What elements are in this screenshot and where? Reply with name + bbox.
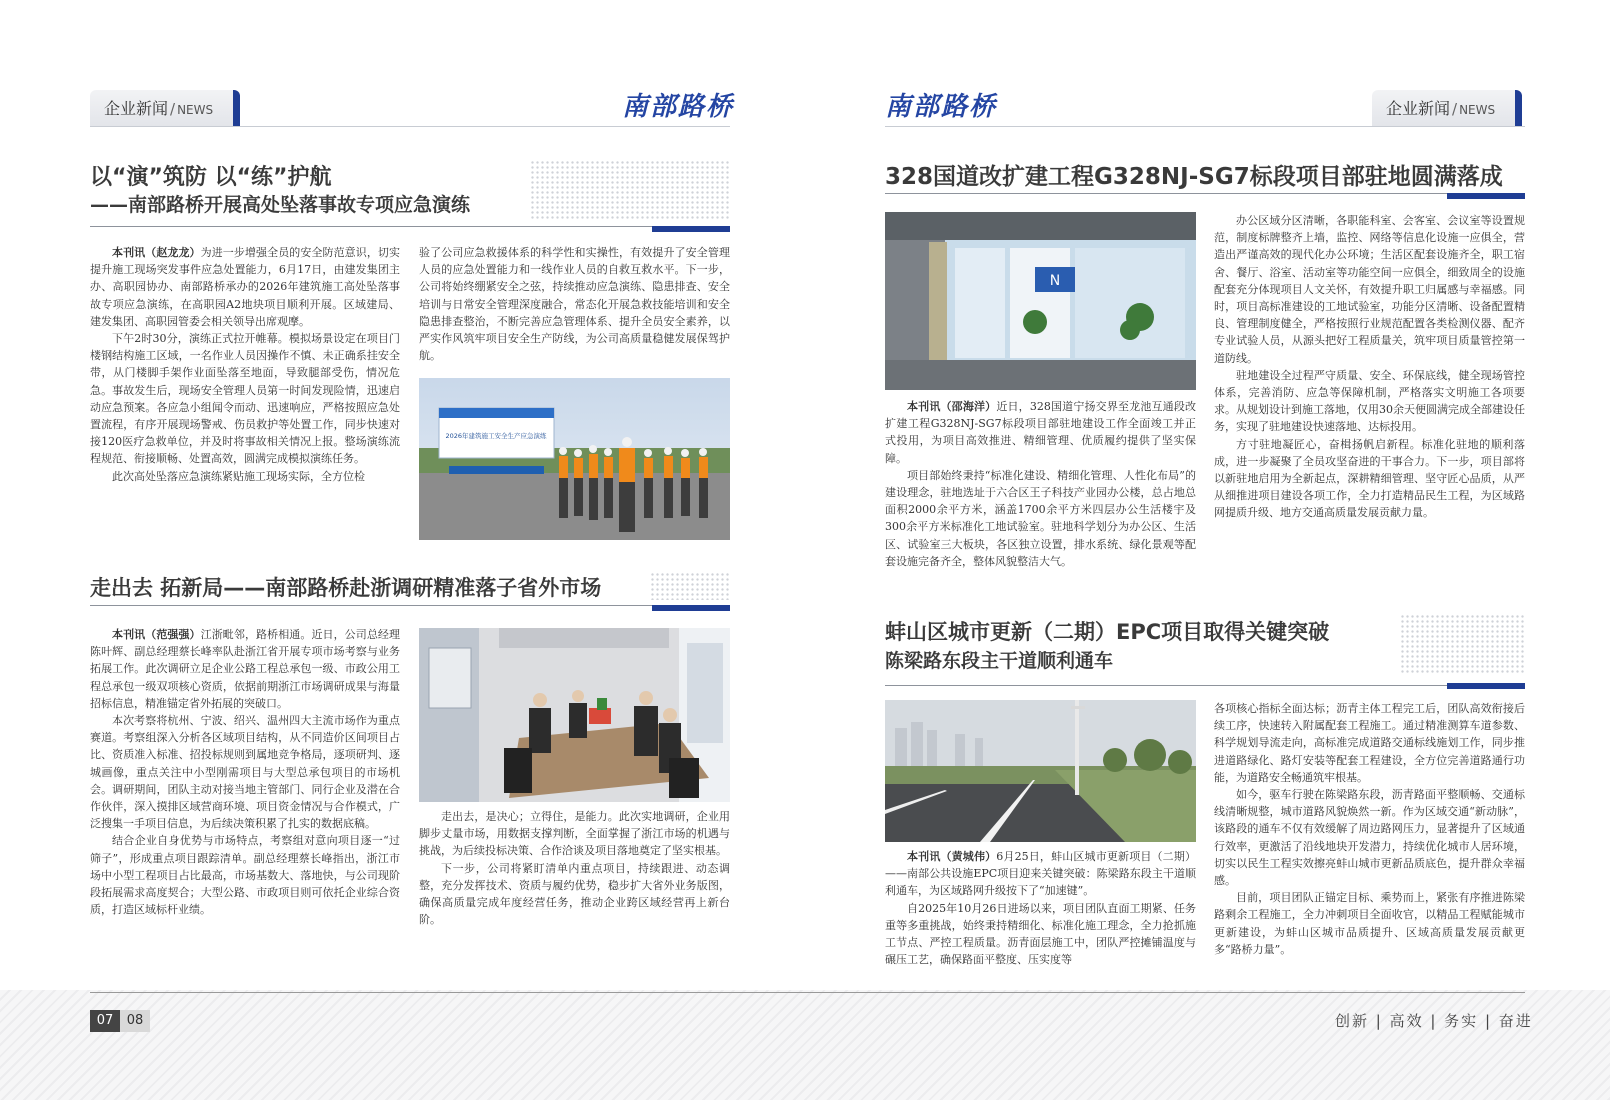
article1-para: 此次高处坠落应急演练紧贴施工现场实际，全方位检: [112, 469, 365, 483]
article4-title: 蚌山区城市更新（二期）EPC项目取得关键突破: [885, 620, 1330, 644]
header-rule-left: [90, 126, 730, 127]
photo-banner-text: 2026年建筑施工安全生产应急演练: [445, 432, 547, 440]
article4-col1: [885, 848, 1196, 967]
header-rule-right: [885, 126, 1525, 127]
article1-col2: [419, 244, 730, 380]
article3-col2: [1214, 212, 1525, 604]
article2-para: 江浙毗邻，路桥相通。近日，公司总经理陈叶辉、副总经理蔡长峰率队赴浙江省开展专项市场考察与业务拓展工作。此次调研立足企业公路工程总承包一级、市政公用工程总承包一级双项核心资质，依据前期浙江市场调研成果与海量招标信息，精准锚定省外拓展的突破口。: [90, 628, 400, 710]
article2-lead: 本刊讯（范强强）: [112, 628, 201, 641]
tab-accent-bar: [233, 90, 240, 126]
article3-photo: [885, 212, 1196, 390]
article3-title: 328国道改扩建工程G328NJ-SG7标段项目部驻地圆满落成: [885, 164, 1503, 190]
article4-para: 自2025年10月26日进场以来，项目团队直面工期紧、任务重等多重挑战，始终秉持精细化、标准化施工理念，全力抢抓施工节点、严控工程质量。沥青面层施工中，团队严控摊铺温度与碾压工艺，确保路面平整度、压实度等: [885, 901, 1196, 967]
page-number-right: 08: [120, 1010, 150, 1032]
article2-para: 本次考察将杭州、宁波、绍兴、温州四大主流市场作为重点赛道。考察组深入分析各区域项目结构，从不同造价区间项目占比、资质准入标准、招投标规则到属地竞争格局，逐项研判、逐城画像，重点关注中小型刚需项目与大型总承包项目的市场机会。调研期间，团队主动对接当地主管部门、同行企业及潜在合作伙伴，深入摸排区域营商环境、项目资金情况与合作模式，广泛搜集一手项目信息，为后续决策积累了扎实的数据底稿。: [90, 714, 400, 831]
article1-para: 验了公司应急救援体系的科学性和实操性，有效提升了安全管理人员的应急处置能力和一线作业人员的自救互救水平。下一步，公司将始终绷紧安全之弦，持续推动应急演练、隐患排查、安全培训与日常安全管理深度融合，常态化开展急救技能培训和安全隐患排查整治，不断完善应急管理体系、提升全员安全素养，以严实作风筑牢项目安全生产防线，为公司高质量稳健发展保驾护航。: [419, 246, 730, 363]
article4-para: 如今，驱车行驶在陈梁路东段，沥青路面平整顺畅、交通标线清晰规整，城市道路风貌焕然一新。作为区域交通“新动脉”，该路段的通车不仅有效缓解了周边路网压力，显著提升了区域通行效率，更激活了沿线地块开发潜力，持续优化城市人居环境，切实以民生工程实效擦亮蚌山城市更新品质底色，提升群众幸福感。: [1214, 788, 1525, 888]
section-tab-label: 企业新闻: [104, 99, 169, 118]
dot-pattern: [1400, 614, 1525, 674]
section-tab-left: [90, 90, 240, 126]
article2-title: 走出去 拓新局——南部路桥赴浙调研精准落子省外市场: [90, 576, 602, 600]
article2-para: 下一步，公司将紧盯清单内重点项目，持续跟进、动态调整，充分发挥技术、资质与履约优势，稳步扩大省外业务版图，确保高质量完成年度经营任务，推动企业跨区域经营再上新台阶。: [419, 861, 730, 927]
page-number-left: 07: [90, 1010, 120, 1032]
section-tab-right: [1372, 90, 1522, 126]
article3-para: 近日，328国道宁扬交界至龙池互通段改扩建工程G328NJ-SG7标段项目部驻地建设工作全面竣工并正式投用，为项目高效推进、精细管理、优质履约提供了坚实保障。: [885, 400, 1197, 465]
article4-para: 各项核心指标全面达标；沥青主体工程完工后，团队高效衔接后续工序，快速转入附属配套工程施工。通过精准测算车道参数、科学规划导流走向，高标准完成道路交通标线施划工作，同步推进道路绿化、路灯安装等配套工程建设，全方位完善道路通行功能，为道路安全畅通筑牢根基。: [1214, 702, 1525, 784]
article1-subtitle: ——南部路桥开展高处坠落事故专项应急演练: [90, 194, 471, 216]
section-tab-slash: /: [170, 100, 176, 118]
article4-photo: [885, 700, 1196, 842]
article2-col1: [90, 626, 400, 932]
article3-para: 驻地建设全过程严守质量、安全、环保底线，健全现场管控体系，完善消防、应急等保障机制，严格落实文明施工各项要求。从规划设计到施工落地，仅用30余天便圆满完成全部建设任务，实现了驻地建设快速落地、达标投用。: [1214, 368, 1525, 434]
footer-rule: [90, 992, 1525, 993]
article2-para: 走出去，是决心；立得住，是能力。此次实地调研，企业用脚步丈量市场，用数据支撑判断，全面掌握了浙江市场的机遇与挑战，为后续投标决策、合作洽谈及项目落地奠定了坚实根基。: [419, 810, 730, 858]
article3-para: 办公区域分区清晰，各职能科室、会客室、会议室等设置规范，制度标牌整齐上墙，监控、网络等信息化设施一应俱全，营造出严谨高效的现代化办公环境；生活区配套设施齐全，职工宿舍、餐厅、浴室、活动室等功能空间一应俱全，细致周全的设施配套充分体现项目人文关怀，有效提升职工归属感与幸福感。同时，项目高标准建设的工地试验室，功能分区清晰、设备配置精良、管理制度健全，严格按照行业规范配置各类检测仪器、配齐专业试验人员，从源头把好工程质量关，筑牢项目质量管控第一道防线。: [1214, 214, 1525, 365]
article4-col2: [1214, 700, 1525, 958]
article2-para: 结合企业自身优势与市场特点，考察组对意向项目逐一“过筛子”，形成重点项目跟踪清单。副总经理蔡长峰指出，浙江市场中小型工程项目占比最高，市场基数大、落地快，与公司现阶段拓展需求高度契合；大型公路、市政项目则可依托企业综合资质，打造区域标杆业绩。: [90, 834, 400, 917]
article1-title: 以“演”筑防 以“练”护航: [90, 165, 332, 190]
tab-accent-bar: [1515, 90, 1522, 126]
section-tab-label: 企业新闻: [1386, 99, 1451, 118]
article1-col1: [90, 244, 400, 544]
article3-accent: [1447, 193, 1525, 199]
section-tab-en: NEWS: [177, 103, 214, 117]
article2-col2: [419, 808, 730, 932]
article4-para: 6月25日，蚌山区城市更新项目（二期）——南部公共设施EPC项目迎来关键突破：陈梁路东段主干道顺利通车，为区域路网升级按下了“加速键”。: [885, 850, 1196, 898]
article2-accent: [652, 605, 730, 611]
section-tab-en: NEWS: [1459, 103, 1496, 117]
article3-rule: [885, 193, 1525, 194]
article1-rule: [90, 226, 730, 227]
article4-accent: [1447, 683, 1525, 689]
article3-col1: [885, 398, 1196, 606]
article1-lead: 本刊讯（赵龙龙）: [112, 246, 201, 259]
article4-para: 目前，项目团队正锚定目标、乘势而上，紧张有序推进陈梁路剩余工程施工，全力冲刺项目全面收官，以精品工程赋能城市更新建设，为蚌山区城市品质提升、区域高质量发展贡献更多“路桥力量”。: [1214, 891, 1525, 956]
dot-pattern: [530, 160, 730, 220]
article1-para: 为进一步增强全员的安全防范意识，切实提升施工现场突发事件应急处置能力，6月17日，由建发集团主办、高职园协办、南部路桥承办的2026年建筑施工高处坠落事故专项应急演练，在高职园A2地块项目顺利开展。区域建局、建发集团、高职园管委会相关领导出席观摩。: [90, 246, 400, 328]
section-tab-slash: /: [1452, 100, 1458, 118]
svg-text:N: N: [1049, 273, 1061, 289]
article3-para: 项目部始终秉持“标准化建设、精细化管理、人性化布局”的建设理念，驻地选址于六合区王子科技产业园办公楼，总占地总面积2000余平方米，涵盖1700余平方米四层办公生活楼宇及300余平方米标准化工地试验室。驻地科学划分为办公区、生活区、试验室三大板块，各区独立设置，排水系统、绿化景观等配套设施完备齐全，整体风貌整洁大气。: [885, 468, 1196, 568]
article4-subtitle: 陈梁路东段主干道顺利通车: [885, 650, 1114, 672]
article2-rule: [90, 605, 730, 606]
article1-photo: [419, 378, 730, 540]
brand-logo-right: 南部路桥: [885, 92, 998, 122]
article4-lead: 本刊讯（黄城伟）: [907, 850, 997, 863]
article1-accent: [652, 226, 730, 232]
article2-photo: [419, 628, 730, 802]
dot-pattern: [650, 572, 730, 600]
footer-slogan: 创新 | 高效 | 务实 | 奋进: [1335, 1012, 1533, 1030]
article4-rule: [885, 685, 1525, 686]
article1-para: 下午2时30分，演练正式拉开帷幕。模拟场景设定在项目门楼钢结构施工区域，一名作业人员因操作不慎、未正确系挂安全带，从门楼脚手架作业面坠落至地面，导致腿部受伤，情况危急。事故发生后，现场安全管理人员第一时间发现险情，迅速启动应急预案。各应急小组闻令而动、迅速响应，严格按照应急处置流程，有序开展现场警戒、伤员救护等处置工作，同步快速对接120医疗急救单位，并及时将事故相关情况上报。整场演练流程规范、衔接顺畅、处置高效，圆满完成模拟演练任务。: [90, 332, 400, 466]
brand-logo-left: 南部路桥: [622, 92, 735, 122]
article3-para: 方寸驻地凝匠心，奋楫扬帆启新程。标准化驻地的顺利落成，进一步凝聚了全员攻坚奋进的干事合力。下一步，项目部将以新驻地启用为全新起点，深耕精细管理、坚守匠心品质，从严从细推进项目建设各项工作，全力打造精品民生工程，为区域路网提质升级、地方交通高质量发展贡献力量。: [1214, 437, 1525, 520]
article3-lead: 本刊讯（邵海洋）: [907, 400, 997, 413]
footer-background: [0, 990, 1610, 1100]
